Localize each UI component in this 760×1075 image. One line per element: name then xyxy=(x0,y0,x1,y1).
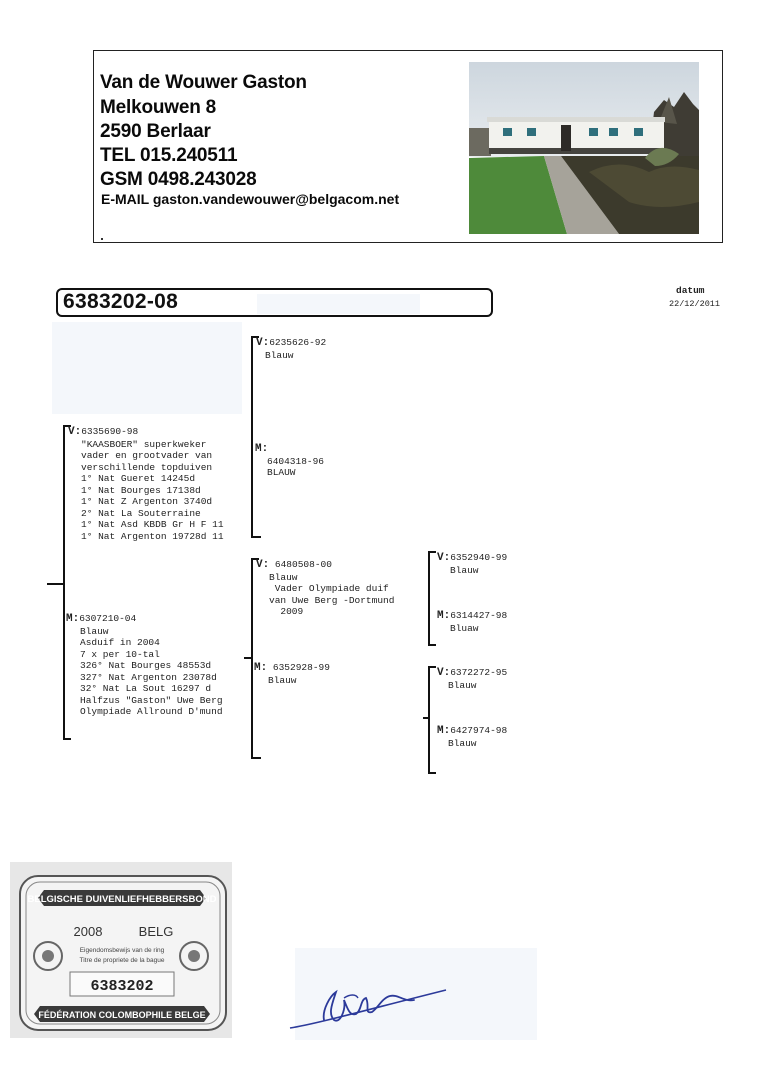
pedigree-bracket xyxy=(251,336,253,538)
certificate-bottom-banner: FÉDÉRATION COLOMBOPHILE BELGE xyxy=(38,1010,206,1020)
father-tag: V: xyxy=(68,426,82,438)
mother-line: Olympiade Allround D'mund xyxy=(80,706,223,717)
mff-line: Blauw xyxy=(450,564,479,576)
ring-number: 6383202-08 xyxy=(63,290,179,313)
mfm-entry xyxy=(437,610,507,634)
mff-tag: V: xyxy=(437,552,451,564)
ff-tag: V: xyxy=(256,337,270,349)
mmm-entry xyxy=(437,725,507,749)
mother-line: Blauw xyxy=(80,625,109,637)
pedigree-connector xyxy=(251,536,261,538)
mm-tag: M: xyxy=(254,662,268,674)
mf-line: 2009 xyxy=(269,606,304,617)
fm-ring: 6404318-96 xyxy=(267,455,325,467)
mother-tag: M: xyxy=(66,613,80,625)
mother-entry xyxy=(66,613,223,718)
email-address[interactable]: gaston.vandewouwer@belgacom.net xyxy=(152,191,400,207)
ff-entry xyxy=(256,337,326,361)
certificate-year: 2008 xyxy=(73,924,103,939)
loft-photo xyxy=(469,62,699,234)
pale-patch xyxy=(52,322,242,414)
mother-line: Asduif in 2004 xyxy=(80,637,160,648)
pedigree-connector xyxy=(428,644,436,646)
owner-city: 2590 Berlaar xyxy=(100,121,211,142)
mf-line: van Uwe Berg -Dortmund xyxy=(269,594,395,606)
father-line: vader en grootvader van xyxy=(81,450,213,461)
ff-ring: 6235626-92 xyxy=(269,337,327,348)
mmm-line: Blauw xyxy=(448,737,477,749)
pedigree-bracket xyxy=(428,551,430,646)
father-line: 1° Nat Bourges 17138d xyxy=(81,484,201,496)
mmm-tag: M: xyxy=(437,725,451,737)
pedigree-connector xyxy=(63,738,71,740)
mf-tag: V: xyxy=(256,559,270,571)
father-line: 1° Nat Gueret 14245d xyxy=(81,473,196,484)
mm-entry xyxy=(254,662,330,686)
certificate-country: BELG xyxy=(138,924,174,939)
pedigree-connector xyxy=(423,717,430,719)
mother-line: Halfzus "Gaston" Uwe Berg xyxy=(80,694,223,706)
mf-line: Vader Olympiade duif xyxy=(269,583,389,594)
mother-line: 327° Nat Argenton 23078d xyxy=(80,671,217,683)
owner-email-line xyxy=(101,191,399,207)
pedigree-connector xyxy=(251,757,261,759)
certificate-ring: 6383202 xyxy=(90,978,154,995)
email-label: E-MAIL xyxy=(101,191,149,207)
pale-patch xyxy=(257,294,420,314)
father-line: verschillende topduiven xyxy=(81,461,213,473)
ownership-certificate xyxy=(10,862,232,1038)
mff-ring: 6352940-99 xyxy=(450,552,508,563)
father-ring: 6335690-98 xyxy=(81,426,139,437)
fm-line: BLAUW xyxy=(267,467,296,478)
father-line: 1° Nat Asd KBDB Gr H F 11 xyxy=(81,519,224,530)
certificate-top-banner: BELGISCHE DUIVENLIEFHEBBERSBOND xyxy=(27,894,217,905)
mfm-ring: 6314427-98 xyxy=(450,610,508,621)
owner-name: Van de Wouwer Gaston xyxy=(100,72,307,93)
pedigree-bracket xyxy=(428,666,430,774)
date-value: 22/12/2011 xyxy=(669,299,721,309)
mf-line: Blauw xyxy=(269,571,298,583)
mother-line: 7 x per 10-tal xyxy=(80,648,160,660)
mm-ring: 6352928-99 xyxy=(272,662,330,673)
certificate-line1: Eigendomsbewijs van de ring xyxy=(79,947,165,954)
mother-line: 326° Nat Bourges 48553d xyxy=(80,660,212,671)
mm-line: Blauw xyxy=(268,674,297,686)
date-label: datum xyxy=(676,285,705,296)
pedigree-connector xyxy=(428,666,436,668)
mmm-ring: 6427974-98 xyxy=(450,725,508,736)
father-line: "KAASBOER" superkweker xyxy=(81,438,207,450)
mmf-entry xyxy=(437,667,507,691)
owner-tel: TEL 015.240511 xyxy=(100,145,238,166)
father-line: 1° Nat Z Argenton 3740d xyxy=(81,496,213,507)
pedigree-connector xyxy=(244,657,253,659)
mf-ring: 6480508-00 xyxy=(274,559,332,570)
owner-street: Melkouwen 8 xyxy=(100,97,217,118)
mmf-tag: V: xyxy=(437,667,451,679)
pedigree-bracket xyxy=(63,425,65,740)
mother-line: 32° Nat La Sout 16297 d xyxy=(80,683,212,694)
signature-svg xyxy=(286,980,456,1036)
signature xyxy=(286,980,456,1036)
owner-gsm: GSM 0498.243028 xyxy=(100,169,257,190)
father-line: 1° Nat Argenton 19728d 11 xyxy=(81,530,224,542)
mff-entry xyxy=(437,552,507,576)
pedigree-connector xyxy=(428,772,436,774)
mmf-line: Blauw xyxy=(448,679,477,691)
father-entry xyxy=(68,426,224,542)
mfm-tag: M: xyxy=(437,610,451,622)
ff-line: Blauw xyxy=(265,349,294,361)
pedigree-connector xyxy=(428,551,436,553)
fm-entry xyxy=(255,444,324,479)
father-line: 2° Nat La Souterraine xyxy=(81,507,201,519)
speck xyxy=(101,238,103,240)
mf-entry xyxy=(256,559,394,618)
mmf-ring: 6372272-95 xyxy=(450,667,508,678)
mother-ring: 6307210-04 xyxy=(79,613,137,624)
fm-tag: M: xyxy=(255,443,269,455)
certificate-svg xyxy=(10,862,232,1038)
certificate-line2: Titre de propriete de la bague xyxy=(79,957,165,964)
mfm-line: Bluaw xyxy=(450,622,479,634)
loft-photo-svg xyxy=(469,62,699,234)
